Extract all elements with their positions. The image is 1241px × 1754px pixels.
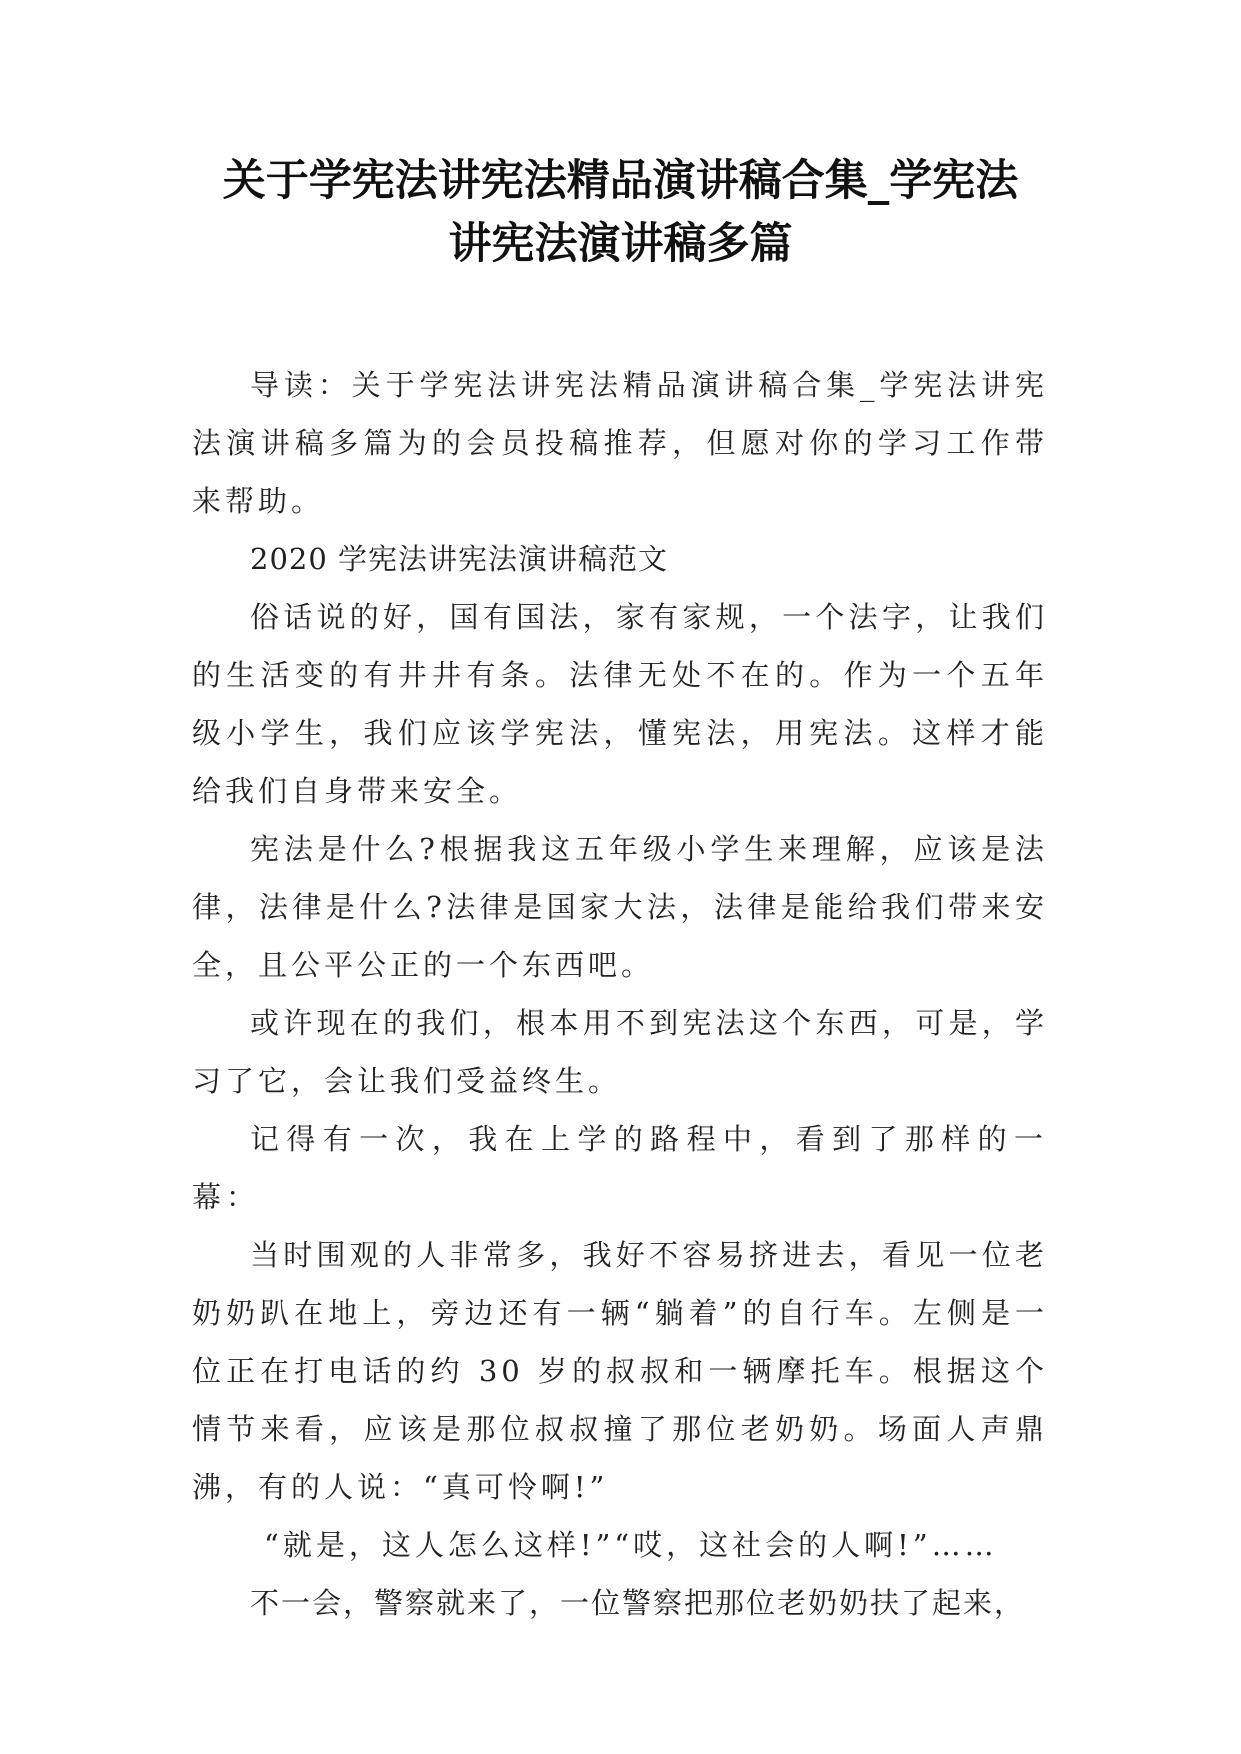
body-paragraph: 记得有一次，我在上学的路程中，看到了那样的一幕： — [192, 1122, 1048, 1214]
body-paragraph: 不一会，警察就来了，一位警察把那位老奶奶扶了起来， — [250, 1586, 1026, 1620]
title-line-2: 讲宪法演讲稿多篇 — [448, 219, 793, 269]
body-paragraph: 宪法是什么?根据我这五年级小学生来理解，应该是法律，法律是什么?法律是国家大法，法律是能给我们带来安全，且公平公正的一个东西吧。 — [192, 832, 1048, 982]
body-paragraph: 当时围观的人非常多，我好不容易挤进去，看见一位老奶奶趴在地上，旁边还有一辆“躺着”的自行车。左侧是一位正在打电话的约 30 岁的叔叔和一辆摩托车。根据这个情节来看，应该是那位叔叔撞了那位老奶奶。场面人声鼎沸，有的人说：“真可怜啊!” — [192, 1238, 1048, 1504]
document-title — [150, 150, 1091, 276]
title-line-1: 关于学宪法讲宪法精品演讲稿合集_学宪法 — [222, 156, 1019, 206]
intro-paragraph: 导读：关于学宪法讲宪法精品演讲稿合集_学宪法讲宪法演讲稿多篇为的会员投稿推荐，但愿对你的学习工作带来帮助。 — [192, 368, 1048, 518]
body-paragraph: 俗话说的好，国有国法，家有家规，一个法字，让我们的生活变的有井井有条。法律无处不在的。作为一个五年级小学生，我们应该学宪法，懂宪法，用宪法。这样才能给我们自身带来安全。 — [192, 600, 1048, 808]
document-body — [192, 356, 1048, 1632]
section-heading: 2020 学宪法讲宪法演讲稿范文 — [250, 542, 669, 576]
body-paragraph: 或许现在的我们，根本用不到宪法这个东西，可是，学习了它，会让我们受益终生。 — [192, 1006, 1048, 1098]
body-paragraph: “就是，这人怎么这样!”“哎，这社会的人啊!”…… — [264, 1528, 998, 1562]
